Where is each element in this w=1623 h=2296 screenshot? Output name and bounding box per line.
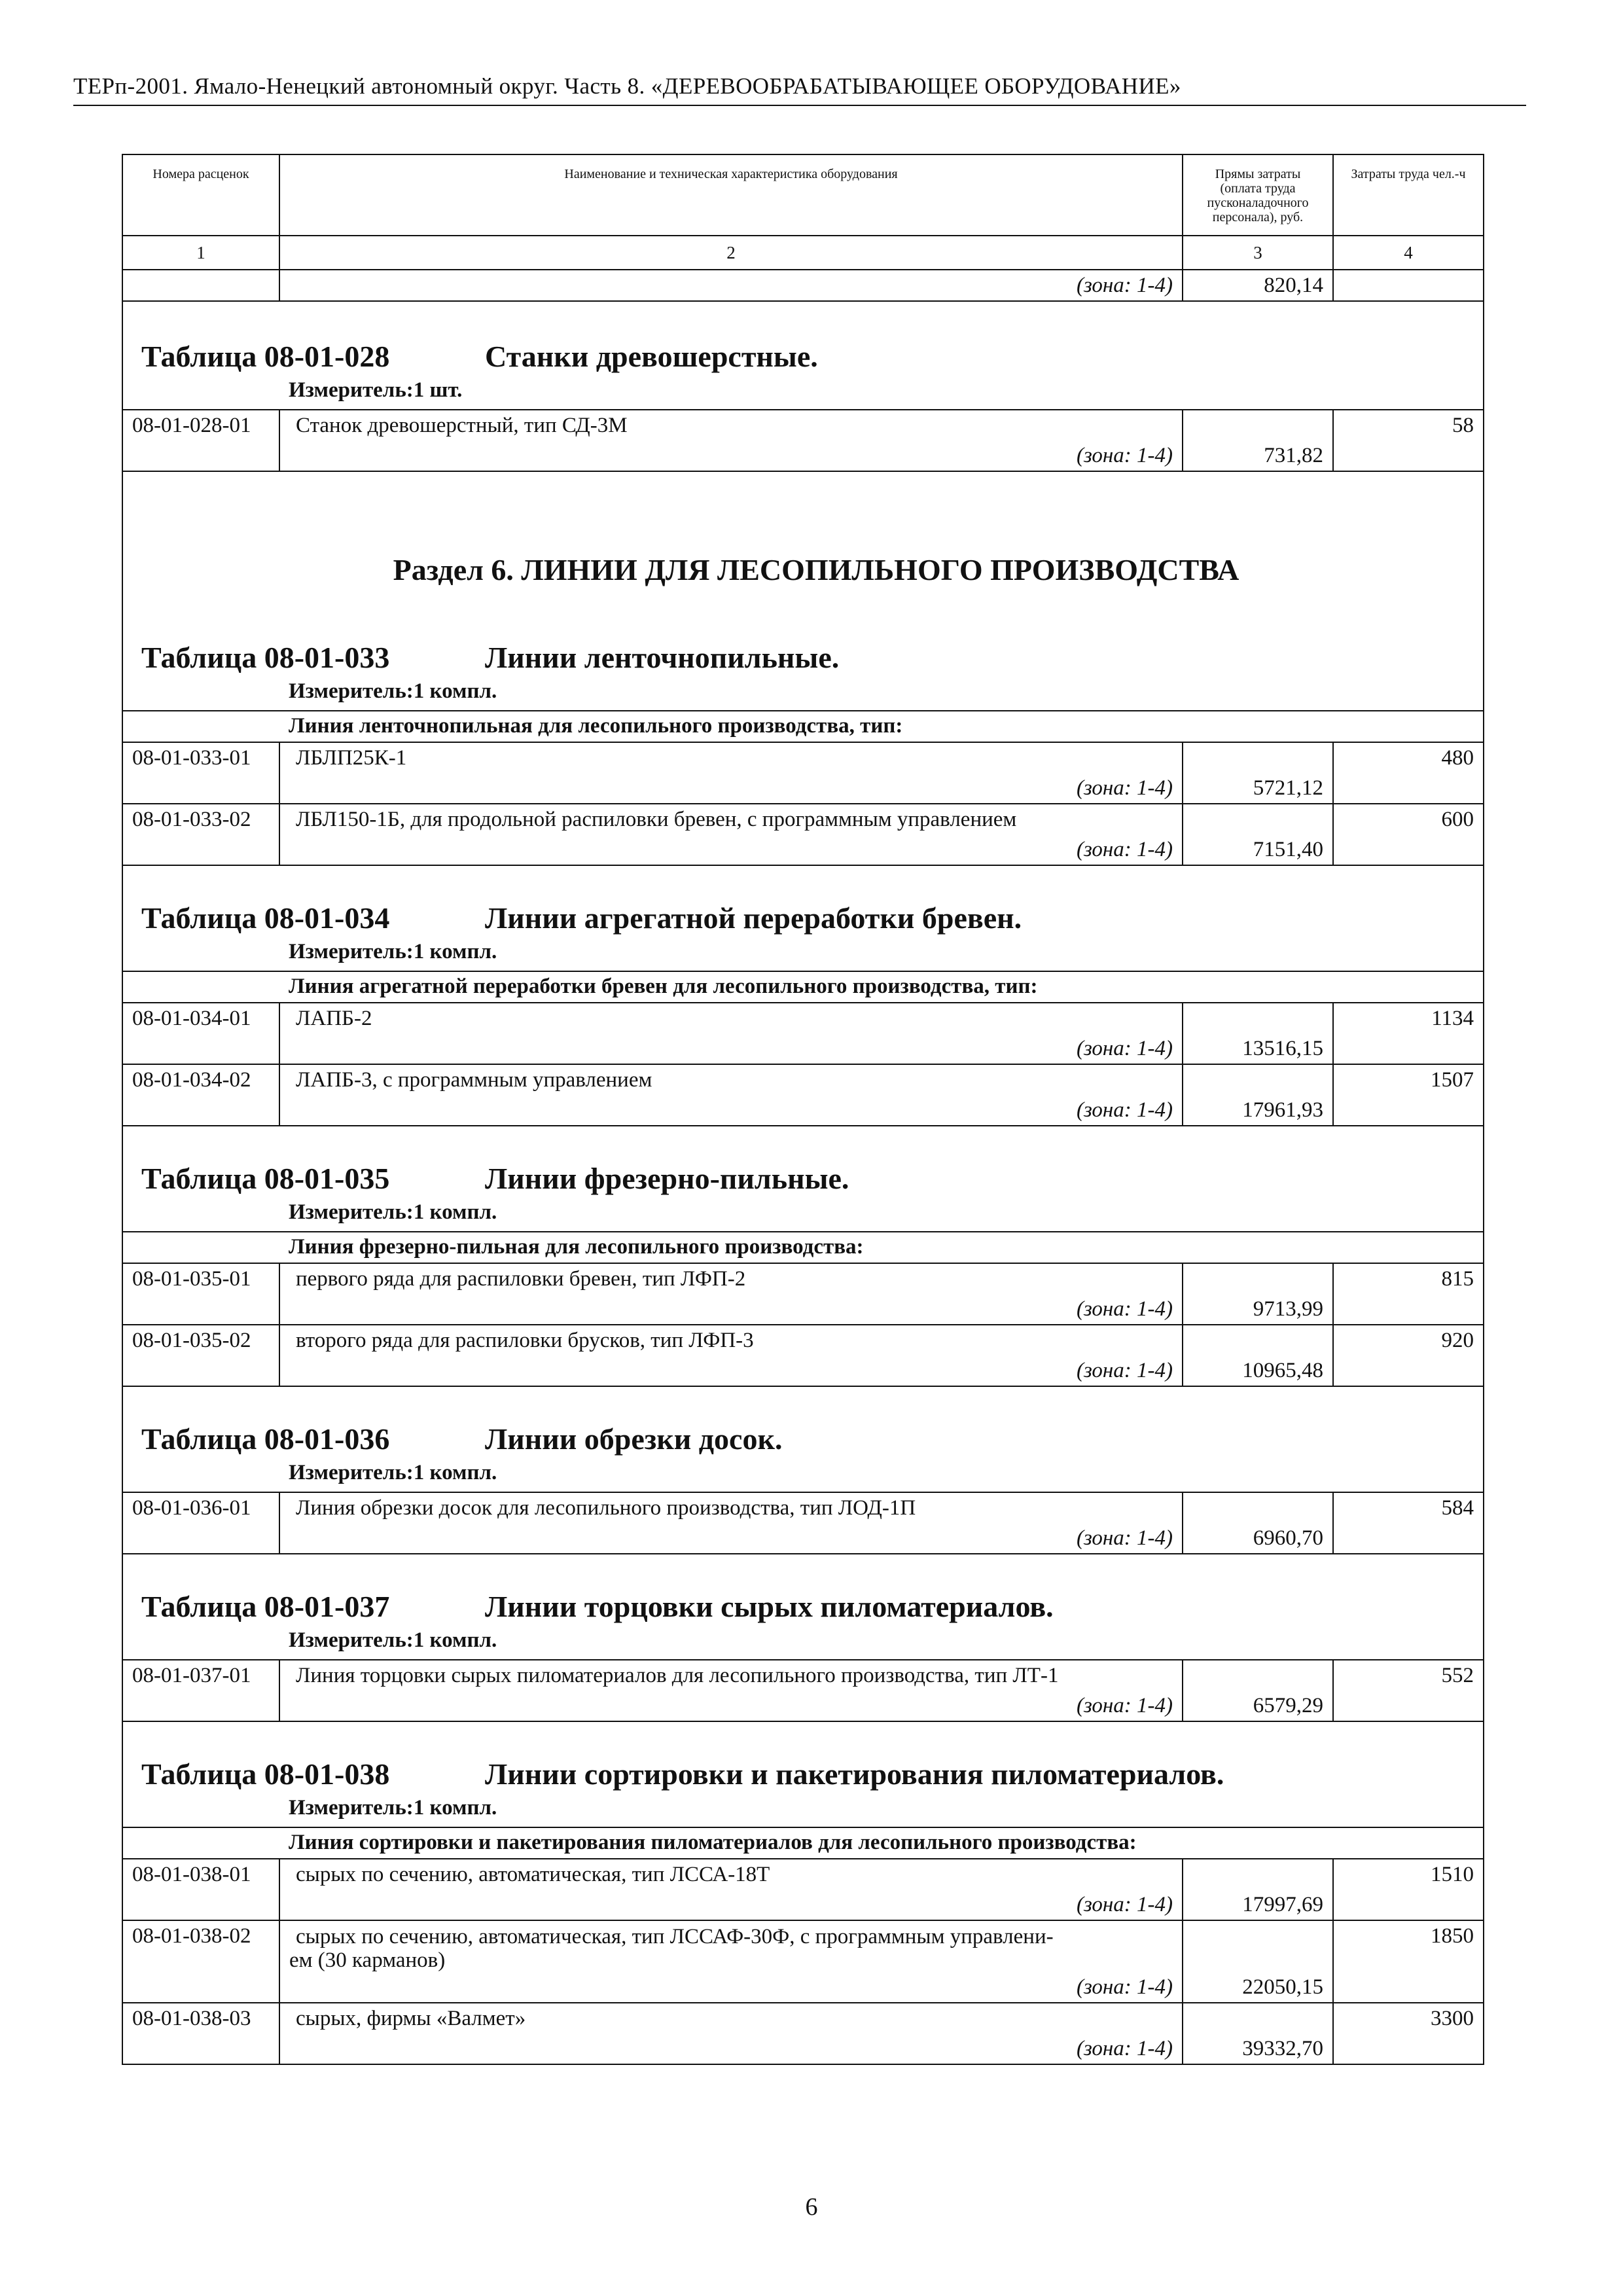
measurement-unit: Измеритель:1 компл. [289, 1796, 497, 1820]
table-row-zone [122, 834, 1484, 865]
table-row [122, 1859, 1484, 1890]
column-header-row [122, 154, 1484, 236]
direct-cost: 17961,93 [1183, 1095, 1333, 1126]
equipment-name [279, 1859, 1183, 1890]
rate-code: 08-01-035-02 [122, 1325, 279, 1386]
equipment-name [279, 1325, 1183, 1355]
direct-cost: 22050,15 [1183, 1972, 1333, 2003]
section-cell [122, 471, 1484, 605]
rate-code: 08-01-038-01 [122, 1859, 279, 1920]
rate-code: 08-01-038-03 [122, 2003, 279, 2064]
table-title-row [122, 301, 1484, 375]
labor-hours: 1510 [1333, 1859, 1484, 1920]
group-row [122, 1232, 1484, 1263]
equipment-name [279, 1003, 1183, 1033]
table-row [122, 1660, 1484, 1691]
direct-cost: 17997,69 [1183, 1890, 1333, 1920]
carryover-cost: 820,14 [1183, 270, 1333, 301]
meter-row [122, 1625, 1484, 1660]
direct-cost: 5721,12 [1183, 773, 1333, 804]
equipment-name [279, 804, 1183, 834]
labor-hours: 552 [1333, 1660, 1484, 1721]
section-row [122, 471, 1484, 605]
table-name: Линии фрезерно-пильные. [485, 1162, 849, 1195]
equipment-name-text: ЛАПБ-2 [296, 1007, 372, 1030]
direct-cost: 39332,70 [1183, 2034, 1333, 2064]
table-name: Линии торцовки сырых пиломатериалов. [485, 1590, 1054, 1623]
equipment-name-text: Станок древошерстный, тип СД-3М [296, 414, 628, 437]
measurement-unit: Измеритель:1 компл. [289, 679, 497, 703]
group-cell [122, 711, 1484, 742]
zone-label: (зона: 1-4) [279, 834, 1183, 865]
zone-label: (зона: 1-4) [279, 1355, 1183, 1386]
table-row-zone [122, 773, 1484, 804]
meter-row [122, 937, 1484, 971]
table-title [123, 900, 1483, 937]
rate-code: 08-01-037-01 [122, 1660, 279, 1721]
group-heading: Линия агрегатной переработки бревен для лесопильного производства, тип: [289, 975, 1038, 998]
group-row [122, 1827, 1484, 1859]
zone-label: (зона: 1-4) [279, 1294, 1183, 1325]
equipment-name-text: Линия обрезки досок для лесопильного производства, тип ЛОД-1П [296, 1496, 916, 1520]
group-heading: Линия фрезерно-пильная для лесопильного производства: [289, 1235, 864, 1259]
table-row [122, 1263, 1484, 1294]
table-row-zone [122, 1095, 1484, 1126]
equipment-name [279, 1064, 1183, 1095]
equipment-name [279, 1263, 1183, 1294]
zone-label: (зона: 1-4) [279, 440, 1183, 471]
table-name: Линии ленточнопильные. [485, 641, 840, 674]
table-row [122, 1920, 1484, 1972]
group-heading: Линия ленточнопильная для лесопильного производства, тип: [289, 714, 903, 738]
carryover-labor [1333, 270, 1484, 301]
cost-spacer [1183, 804, 1333, 834]
table-row [122, 2003, 1484, 2034]
rate-code: 08-01-033-01 [122, 742, 279, 804]
equipment-name-text: Линия торцовки сырых пиломатериалов для лесопильного производства, тип ЛТ-1 [296, 1664, 1059, 1687]
table-row-zone [122, 1033, 1484, 1064]
table-row-zone [122, 1890, 1484, 1920]
col-header-labor: Затраты труда чел.-ч [1333, 154, 1484, 236]
table-row-zone [122, 1972, 1484, 2003]
table-row [122, 1325, 1484, 1355]
direct-cost: 7151,40 [1183, 834, 1333, 865]
meter-row [122, 375, 1484, 410]
zone-label: (зона: 1-4) [279, 1890, 1183, 1920]
labor-hours: 584 [1333, 1492, 1484, 1554]
col-number: 2 [279, 236, 1183, 270]
table-name: Линии агрегатной переработки бревен. [485, 901, 1022, 935]
direct-cost: 6960,70 [1183, 1523, 1333, 1554]
labor-hours: 3300 [1333, 2003, 1484, 2064]
measurement-unit: Измеритель:1 компл. [289, 1461, 497, 1484]
running-header: ТЕРп-2001. Ямало-Ненецкий автономный округ. Часть 8. «ДЕРЕВООБРАБАТЫВАЮЩЕЕ ОБОРУДОВАНИЕ» [73, 73, 1181, 99]
rate-code: 08-01-035-01 [122, 1263, 279, 1325]
meter-row [122, 676, 1484, 711]
table-title-cell [122, 605, 1484, 676]
labor-hours: 1134 [1333, 1003, 1484, 1064]
zone-label: (зона: 1-4) [279, 2034, 1183, 2064]
col-number: 4 [1333, 236, 1484, 270]
table-title [123, 1421, 1483, 1458]
measurement-unit: Измеритель:1 шт. [289, 378, 463, 402]
meter-cell [122, 1458, 1484, 1492]
table-title-cell [122, 1721, 1484, 1793]
table-title-row [122, 605, 1484, 676]
labor-hours: 1850 [1333, 1920, 1484, 2003]
table-name: Линии сортировки и пакетирования пиломатериалов. [485, 1757, 1224, 1791]
table-title-cell [122, 1554, 1484, 1625]
meter-cell [122, 1625, 1484, 1660]
zone-label: (зона: 1-4) [279, 773, 1183, 804]
labor-hours: 480 [1333, 742, 1484, 804]
meter-cell [122, 1197, 1484, 1232]
group-cell [122, 1827, 1484, 1859]
cost-spacer [1183, 410, 1333, 440]
direct-cost: 10965,48 [1183, 1355, 1333, 1386]
meter-row [122, 1793, 1484, 1827]
direct-cost: 13516,15 [1183, 1033, 1333, 1064]
cost-spacer [1183, 1859, 1333, 1890]
price-table [122, 154, 1484, 2065]
rate-code: 08-01-028-01 [122, 410, 279, 471]
table-row-zone [122, 440, 1484, 471]
equipment-name [279, 1920, 1183, 1972]
labor-hours: 815 [1333, 1263, 1484, 1325]
table-number: Таблица 08-01-037 [141, 1590, 390, 1623]
table-row [122, 804, 1484, 834]
table-title [123, 1160, 1483, 1197]
table-title [123, 338, 1483, 375]
direct-cost: 6579,29 [1183, 1691, 1333, 1721]
direct-cost: 9713,99 [1183, 1294, 1333, 1325]
cost-spacer [1183, 1325, 1333, 1355]
cost-spacer [1183, 742, 1333, 773]
rate-code: 08-01-033-02 [122, 804, 279, 865]
table-row-zone [122, 1691, 1484, 1721]
cost-spacer [1183, 1492, 1333, 1523]
equipment-name-text: ЛБЛП25К-1 [296, 746, 407, 770]
table-row [122, 410, 1484, 440]
header-rule [73, 105, 1526, 106]
equipment-name [279, 410, 1183, 440]
direct-cost: 731,82 [1183, 440, 1333, 471]
carryover-zone: (зона: 1-4) [279, 270, 1183, 301]
measurement-unit: Измеритель:1 компл. [289, 940, 497, 963]
rate-code: 08-01-034-02 [122, 1064, 279, 1126]
table-title-row [122, 1554, 1484, 1625]
table-number: Таблица 08-01-033 [141, 641, 390, 674]
meter-cell [122, 1793, 1484, 1827]
labor-hours: 1507 [1333, 1064, 1484, 1126]
section-title: Раздел 6. ЛИНИИ ДЛЯ ЛЕСОПИЛЬНОГО ПРОИЗВОДСТВА [393, 553, 1240, 586]
equipment-name [279, 742, 1183, 773]
rate-code: 08-01-034-01 [122, 1003, 279, 1064]
meter-row [122, 1458, 1484, 1492]
equipment-name-text: первого ряда для распиловки бревен, тип ЛФП-2 [296, 1267, 746, 1291]
zone-label: (зона: 1-4) [279, 1095, 1183, 1126]
measurement-unit: Измеритель:1 компл. [289, 1200, 497, 1224]
table-name: Линии обрезки досок. [485, 1422, 783, 1456]
equipment-name [279, 2003, 1183, 2034]
table-row-zone [122, 1294, 1484, 1325]
table-name: Станки древошерстные. [485, 340, 818, 373]
page-number: 6 [805, 2193, 818, 2221]
cost-spacer [1183, 1263, 1333, 1294]
table-title-cell [122, 865, 1484, 937]
equipment-name [279, 1492, 1183, 1523]
cost-spacer [1183, 1003, 1333, 1033]
table-title-cell [122, 301, 1484, 375]
zone-label: (зона: 1-4) [279, 1972, 1183, 2003]
carryover-code [122, 270, 279, 301]
table-title-cell [122, 1386, 1484, 1458]
col-number: 3 [1183, 236, 1333, 270]
labor-hours: 600 [1333, 804, 1484, 865]
table-row-zone [122, 1355, 1484, 1386]
equipment-name-text: второго ряда для распиловки брусков, тип ЛФП-3 [296, 1329, 754, 1352]
group-cell [122, 1232, 1484, 1263]
table-number: Таблица 08-01-034 [141, 901, 390, 935]
zone-label: (зона: 1-4) [279, 1523, 1183, 1554]
equipment-name-text: ем (30 карманов) [289, 1948, 446, 1972]
col-number: 1 [122, 236, 279, 270]
table-row [122, 1064, 1484, 1095]
table-row [122, 742, 1484, 773]
cost-spacer [1183, 1064, 1333, 1095]
equipment-name [279, 1660, 1183, 1691]
col-header-direct-costs: Прямы затраты (оплата труда пусконаладочного персонала), руб. [1183, 154, 1333, 236]
labor-hours: 58 [1333, 410, 1484, 471]
table-title [123, 639, 1483, 676]
meter-cell [122, 676, 1484, 711]
table-title-row [122, 1721, 1484, 1793]
table-title [123, 1756, 1483, 1793]
measurement-unit: Измеритель:1 компл. [289, 1628, 497, 1652]
table-row-zone [122, 1523, 1484, 1554]
table-row [122, 1003, 1484, 1033]
cost-spacer [1183, 1920, 1333, 1972]
meter-cell [122, 937, 1484, 971]
group-row [122, 971, 1484, 1003]
table-number: Таблица 08-01-028 [141, 340, 390, 373]
group-cell [122, 971, 1484, 1003]
equipment-name-text: сырых по сечению, автоматическая, тип ЛССА-18Т [296, 1863, 770, 1886]
table-title-row [122, 865, 1484, 937]
equipment-name-text: сырых по сечению, автоматическая, тип ЛССАФ-30Ф, с программным управлени- [296, 1925, 1054, 1948]
table-number: Таблица 08-01-038 [141, 1757, 390, 1791]
cost-spacer [1183, 2003, 1333, 2034]
table-title-row [122, 1126, 1484, 1197]
equipment-name-text: сырых, фирмы «Валмет» [296, 2007, 526, 2030]
group-heading: Линия сортировки и пакетирования пиломатериалов для лесопильного производства: [289, 1831, 1137, 1854]
rate-code: 08-01-038-02 [122, 1920, 279, 2003]
table-title [123, 1588, 1483, 1625]
zone-label: (зона: 1-4) [279, 1033, 1183, 1064]
carryover-row [122, 270, 1484, 301]
col-header-name: Наименование и техническая характеристика оборудования [279, 154, 1183, 236]
table-title-row [122, 1386, 1484, 1458]
table-number: Таблица 08-01-035 [141, 1162, 390, 1195]
col-header-codes: Номера расценок [122, 154, 279, 236]
labor-hours: 920 [1333, 1325, 1484, 1386]
meter-cell [122, 375, 1484, 410]
zone-label: (зона: 1-4) [279, 1691, 1183, 1721]
table-title-cell [122, 1126, 1484, 1197]
column-number-row [122, 236, 1484, 270]
meter-row [122, 1197, 1484, 1232]
cost-spacer [1183, 1660, 1333, 1691]
equipment-name-text: ЛБЛ150-1Б, для продольной распиловки бревен, с программным управлением [296, 808, 1017, 831]
table-row [122, 1492, 1484, 1523]
rate-code: 08-01-036-01 [122, 1492, 279, 1554]
equipment-name-text: ЛАПБ-3, с программным управлением [296, 1068, 652, 1092]
table-number: Таблица 08-01-036 [141, 1422, 390, 1456]
table-row-zone [122, 2034, 1484, 2064]
group-row [122, 711, 1484, 742]
